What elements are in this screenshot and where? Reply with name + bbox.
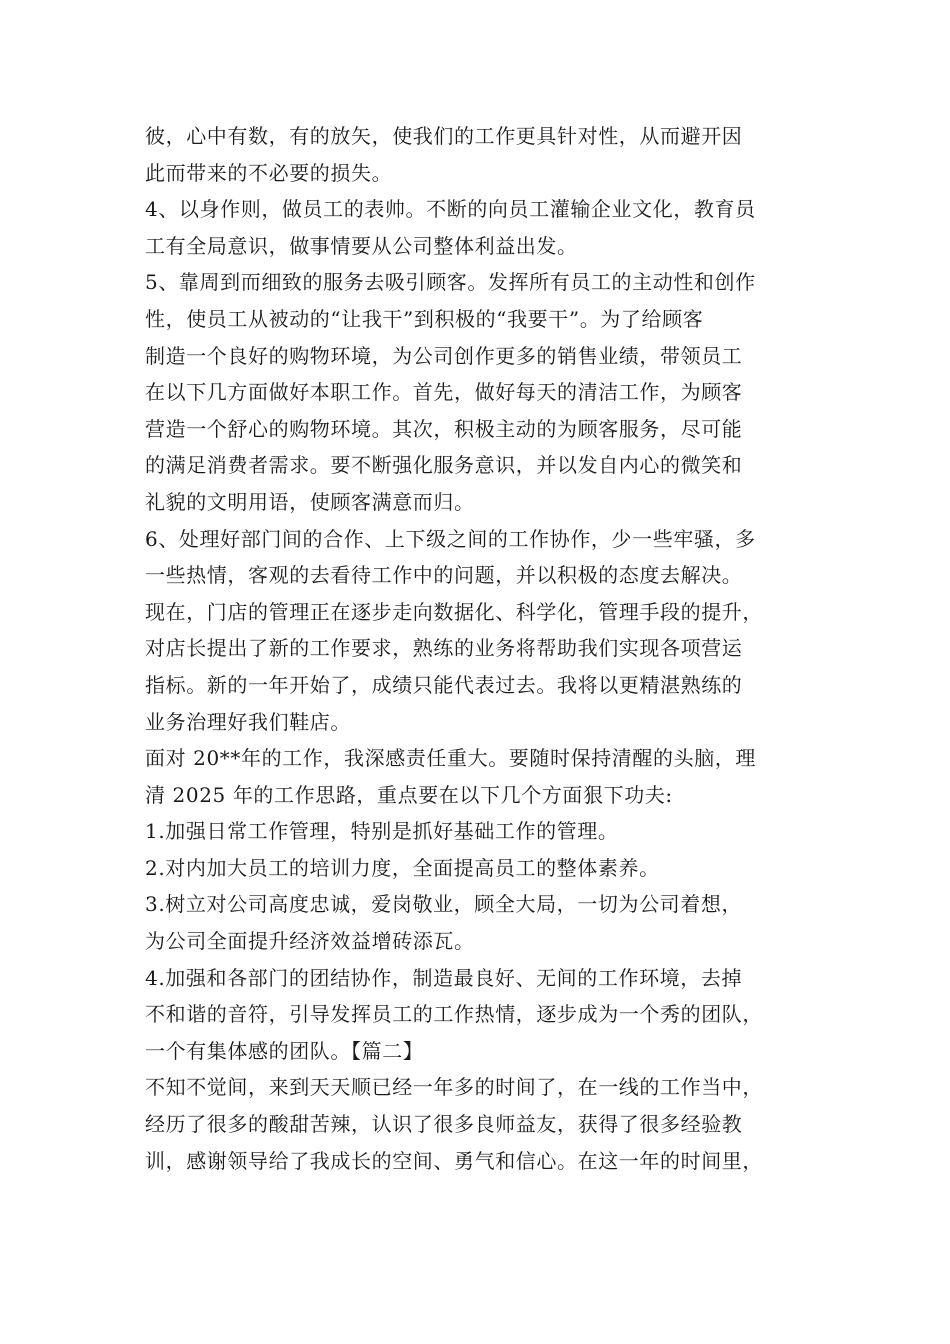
text-line: 工有全局意识，做事情要从公司整体利益出发。 [145,233,578,258]
text-line: 的满足消费者需求。要不断强化服务意识，并以发自内心的微笑和 [145,453,743,478]
text-line: 4、以身作则，做员工的表帅。不断的向员工灌输企业文化，教育员 [145,197,756,222]
text-line: 清 2025 年的工作思路，重点要在以下几个方面狠下功夫: [145,782,673,807]
text-line: 营造一个舒心的购物环境。其次，积极主动的为顾客服务，尽可能 [145,416,743,441]
text-line: 指标。新的一年开始了，成绩只能代表过去。我将以更精湛熟练的 [145,672,743,697]
text-line: 为公司全面提升经济效益增砖添瓦。 [145,929,475,954]
text-line: 现在，门店的管理正在逐步走向数据化、科学化，管理手段的提升， [145,599,763,624]
text-line: 性，使员工从被动的“让我干”到积极的“我要干”。为了给顾客 [145,306,704,331]
text-line: 面对 20**年的工作，我深感责任重大。要随时保持清醒的头脑，理 [145,746,757,771]
text-line: 6、处理好部门间的合作、上下级之间的工作协作，少一些牢骚，多 [145,526,756,551]
text-line: 一些热情，客观的去看待工作中的问题，并以积极的态度去解决。 [145,563,743,588]
text-line: 在以下几方面做好本职工作。首先，做好每天的清洁工作，为顾客 [145,380,743,405]
text-line: 业务治理好我们鞋店。 [145,709,351,734]
text-line: 彼，心中有数，有的放矢，使我们的工作更具针对性，从而避开因 [145,124,743,148]
text-line: 2.对内加大员工的培训力度，全面提高员工的整体素养。 [145,855,660,880]
text-line: 4.加强和各部门的团结协作，制造最良好、无间的工作环境，去掉 [145,965,743,990]
text-line: 5、靠周到而细致的服务去吸引顾客。发挥所有员工的主动性和创作 [145,270,756,295]
text-line: 不和谐的音符，引导发挥员工的工作热情，逐步成为一个秀的团队， [145,1002,763,1027]
text-line: 1.加强日常工作管理，特别是抓好基础工作的管理。 [145,819,619,844]
text-line: 训，感谢领导给了我成长的空间、勇气和信心。在这一年的时间里， [145,1148,763,1173]
text-line: 对店长提出了新的工作要求，熟练的业务将帮助我们实现各项营运 [145,636,743,661]
body-text [145,118,825,1179]
text-line: 一个有集体感的团队。【篇二】 [145,1038,424,1063]
text-line: 经历了很多的酸甜苦辣，认识了很多良师益友，获得了很多经验教 [145,1112,743,1137]
text-line: 制造一个良好的购物环境，为公司创作更多的销售业绩，带领员工 [145,343,743,368]
text-line: 3.树立对公司高度忠诚，爱岗敬业，顾全大局，一切为公司着想， [145,892,743,917]
text-line: 不知不觉间，来到天天顺已经一年多的时间了，在一线的工作当中， [145,1075,763,1100]
text-line: 此而带来的不必要的损失。 [145,160,393,185]
text-line: 礼貌的文明用语，使顾客满意而归。 [145,489,475,514]
